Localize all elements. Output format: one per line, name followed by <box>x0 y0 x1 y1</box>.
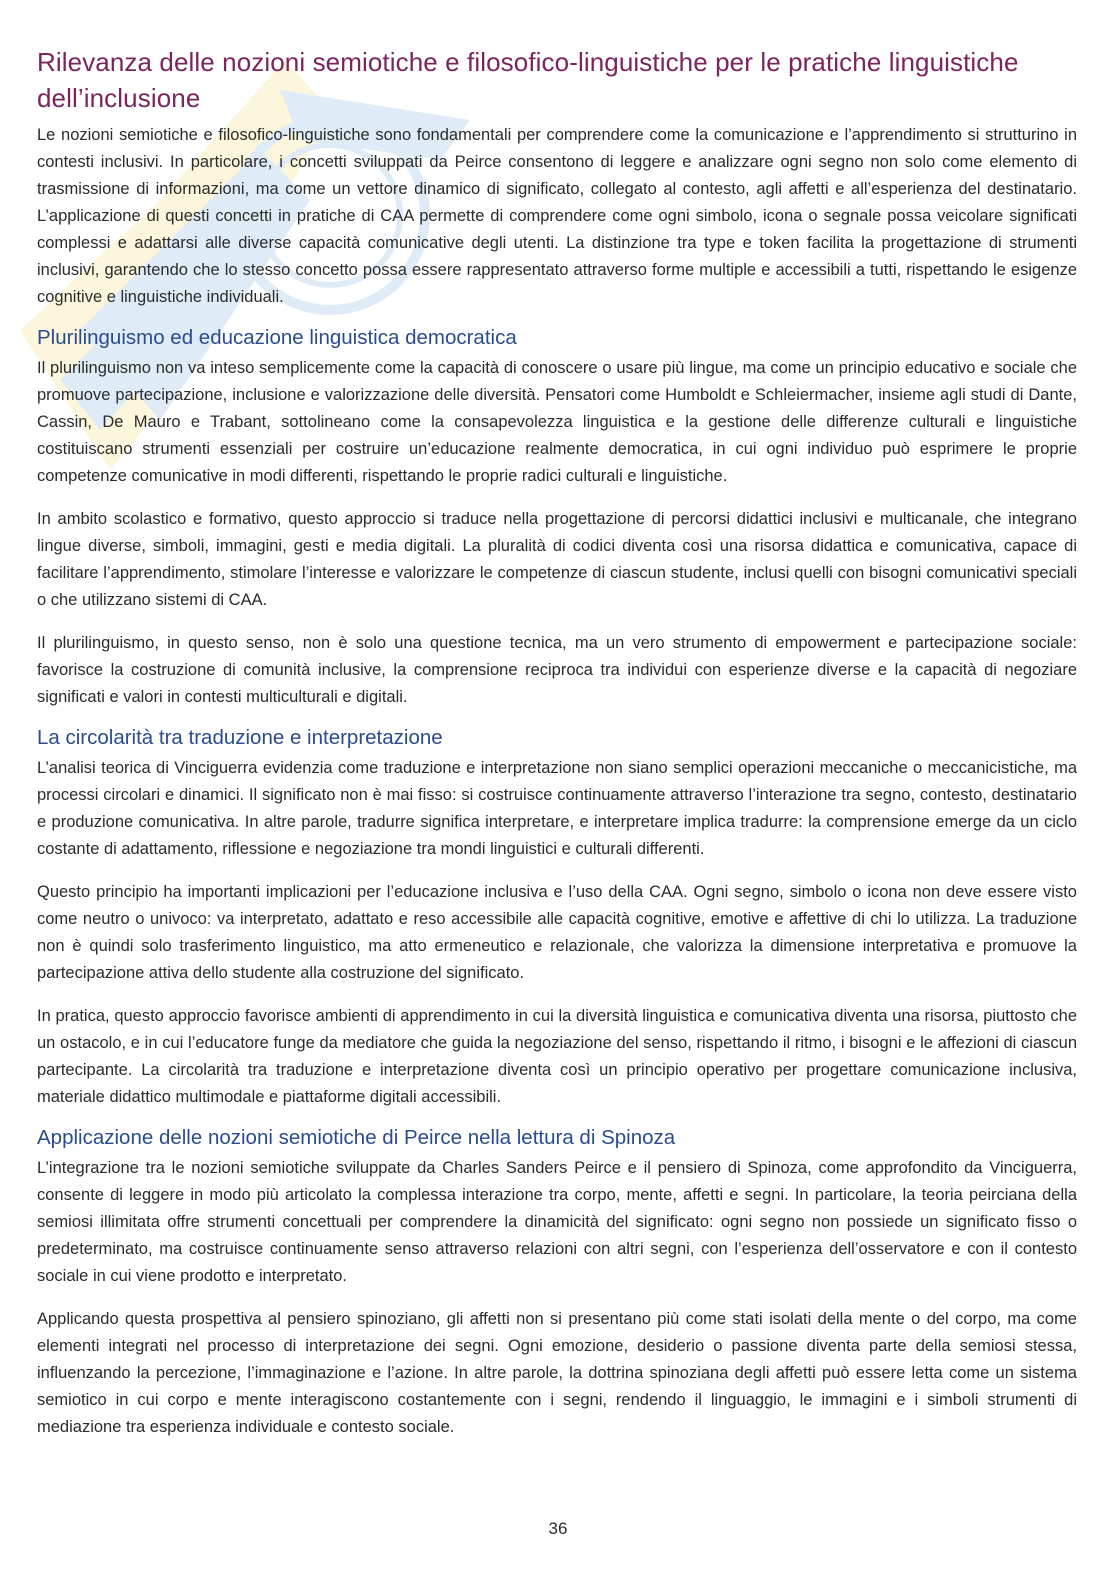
section-heading: Plurilinguismo ed educazione linguistica democratica <box>37 326 517 349</box>
page-title: Rilevanza delle nozioni semiotiche e filosofico-linguistiche per le pratiche linguistiche dell’inclusione <box>37 47 1019 113</box>
paragraph: L’integrazione tra le nozioni semiotiche sviluppate da Charles Sanders Peirce e il pensiero di Spinoza, come approfondito da Vinciguerra, consente di leggere in modo più articolato la complessa interazione tra corpo, mente, affetti e segni. In particolare, la teoria peirciana della semiosi illimitata offre strumenti concettuali per comprendere la dinamicità del significato: ogni segno non possiede un significato fisso o predeterminato, ma costruisce continuamente senso attraverso relazioni con altri segni, con l’esperienza dell’osservatore e con il contesto sociale in cui viene prodotto e interpretato. <box>37 1159 1077 1285</box>
page-number: 36 <box>548 1519 568 1538</box>
paragraph: Questo principio ha importanti implicazioni per l’educazione inclusiva e l’uso della CAA. Ogni segno, simbolo o icona non deve essere visto come neutro o univoco: va interpretato, adattato e reso accessibile alle capacità cognitive, emotive e affettive di chi lo utilizza. La traduzione non è quindi solo trasferimento linguistico, ma atto ermeneutico e relazionale, che valorizza la dimensione interpretativa e promuove la partecipazione attiva dello studente alla costruzione del significato. <box>37 883 1077 982</box>
section-circolarita <box>37 723 1077 1111</box>
section-heading: La circolarità tra traduzione e interpretazione <box>37 726 443 749</box>
page-content <box>37 44 1077 1457</box>
paragraph: Il plurilinguismo non va inteso semplicemente come la capacità di conoscere o usare più lingue, ma come un principio educativo e sociale che promuove partecipazione, inclusione e valorizzazione delle diversità. Pensatori come Humboldt e Schleiermacher, insieme agli studi di Dante, Cassin, De Mauro e Trabant, sottolineano come la consapevolezza linguistica e la gestione delle differenze culturali e linguistiche costituiscano strumenti essenziali per costruire un’educazione realmente democratica, in cui ogni individuo può esprimere le proprie competenze comunicative in modi differenti, rispettando le proprie radici culturali e linguistiche. <box>37 359 1077 485</box>
paragraph: Il plurilinguismo, in questo senso, non è solo una questione tecnica, ma un vero strumento di empowerment e partecipazione sociale: favorisce la costruzione di comunità inclusive, la comprensione reciproca tra individui con esperienze diverse e la capacità di negoziare significati e valori in contesti multiculturali e digitali. <box>37 634 1077 706</box>
paragraph: Applicando questa prospettiva al pensiero spinoziano, gli affetti non si presentano più come stati isolati della mente o del corpo, ma come elementi integrati nel processo di interpretazione dei segni. Ogni emozione, desiderio o passione diventa parte della semiosi stessa, influenzando la percezione, l’immaginazione e l’azione. In altre parole, la dottrina spinoziana degli affetti può essere letta come un sistema semiotico in cui corpo e mente interagiscono costantemente con i segni, rendendo il linguaggio, le immagini e i simboli strumenti di mediazione tra esperienza individuale e contesto sociale. <box>37 1310 1077 1436</box>
intro-paragraph: Le nozioni semiotiche e filosofico-linguistiche sono fondamentali per comprendere come la comunicazione e l’apprendimento si strutturino in contesti inclusivi. In particolare, i concetti sviluppati da Peirce consentono di leggere e analizzare ogni segno non solo come elemento di trasmissione di informazioni, ma come un vettore dinamico di significato, collegato al contesto, agli affetti e all’esperienza del destinatario. L’applicazione di questi concetti in pratiche di CAA permette di comprendere come ogni simbolo, icona o segnale possa veicolare significati complessi e adattarsi alle diverse capacità comunicative degli utenti. La distinzione tra type e token facilita la progettazione di strumenti inclusivi, garantendo che lo stesso concetto possa essere rappresentato attraverso forme multiple e accessibili a tutti, rispettando le esigenze cognitive e linguistiche individuali. <box>37 126 1077 306</box>
section-peirce-spinoza <box>37 1123 1077 1441</box>
paragraph: L’analisi teorica di Vinciguerra evidenzia come traduzione e interpretazione non siano semplici operazioni meccaniche o meccanicistiche, ma processi circolari e dinamici. Il significato non è mai fisso: si costruisce continuamente attraverso l’interazione tra segno, contesto, destinatario e produzione comunicativa. In altre parole, tradurre significa interpretare, e interpretare implica tradurre: la comprensione emerge da un ciclo costante di adattamento, riflessione e negoziazione tra mondi linguistici e culturali differenti. <box>37 759 1077 858</box>
section-plurilinguismo <box>37 323 1077 711</box>
paragraph: In pratica, questo approccio favorisce ambienti di apprendimento in cui la diversità linguistica e comunicativa diventa una risorsa, piuttosto che un ostacolo, e in cui l’educatore funge da mediatore che guida la negoziazione del senso, rispettando il ritmo, i bisogni e le affezioni di ciascun partecipante. La circolarità tra traduzione e interpretazione diventa così un principio operativo per progettare comunicazione inclusiva, materiale didattico multimodale e piattaforme digitali accessibili. <box>37 1007 1077 1106</box>
section-heading: Applicazione delle nozioni semiotiche di Peirce nella lettura di Spinoza <box>37 1126 676 1149</box>
paragraph: In ambito scolastico e formativo, questo approccio si traduce nella progettazione di percorsi didattici inclusivi e multicanale, che integrano lingue diverse, simboli, immagini, gesti e media digitali. La pluralità di codici diventa così una risorsa didattica e comunicativa, capace di facilitare l’apprendimento, stimolare l’interesse e valorizzare le competenze di ciascun studente, inclusi quelli con bisogni comunicativi speciali o che utilizzano sistemi di CAA. <box>37 510 1077 609</box>
